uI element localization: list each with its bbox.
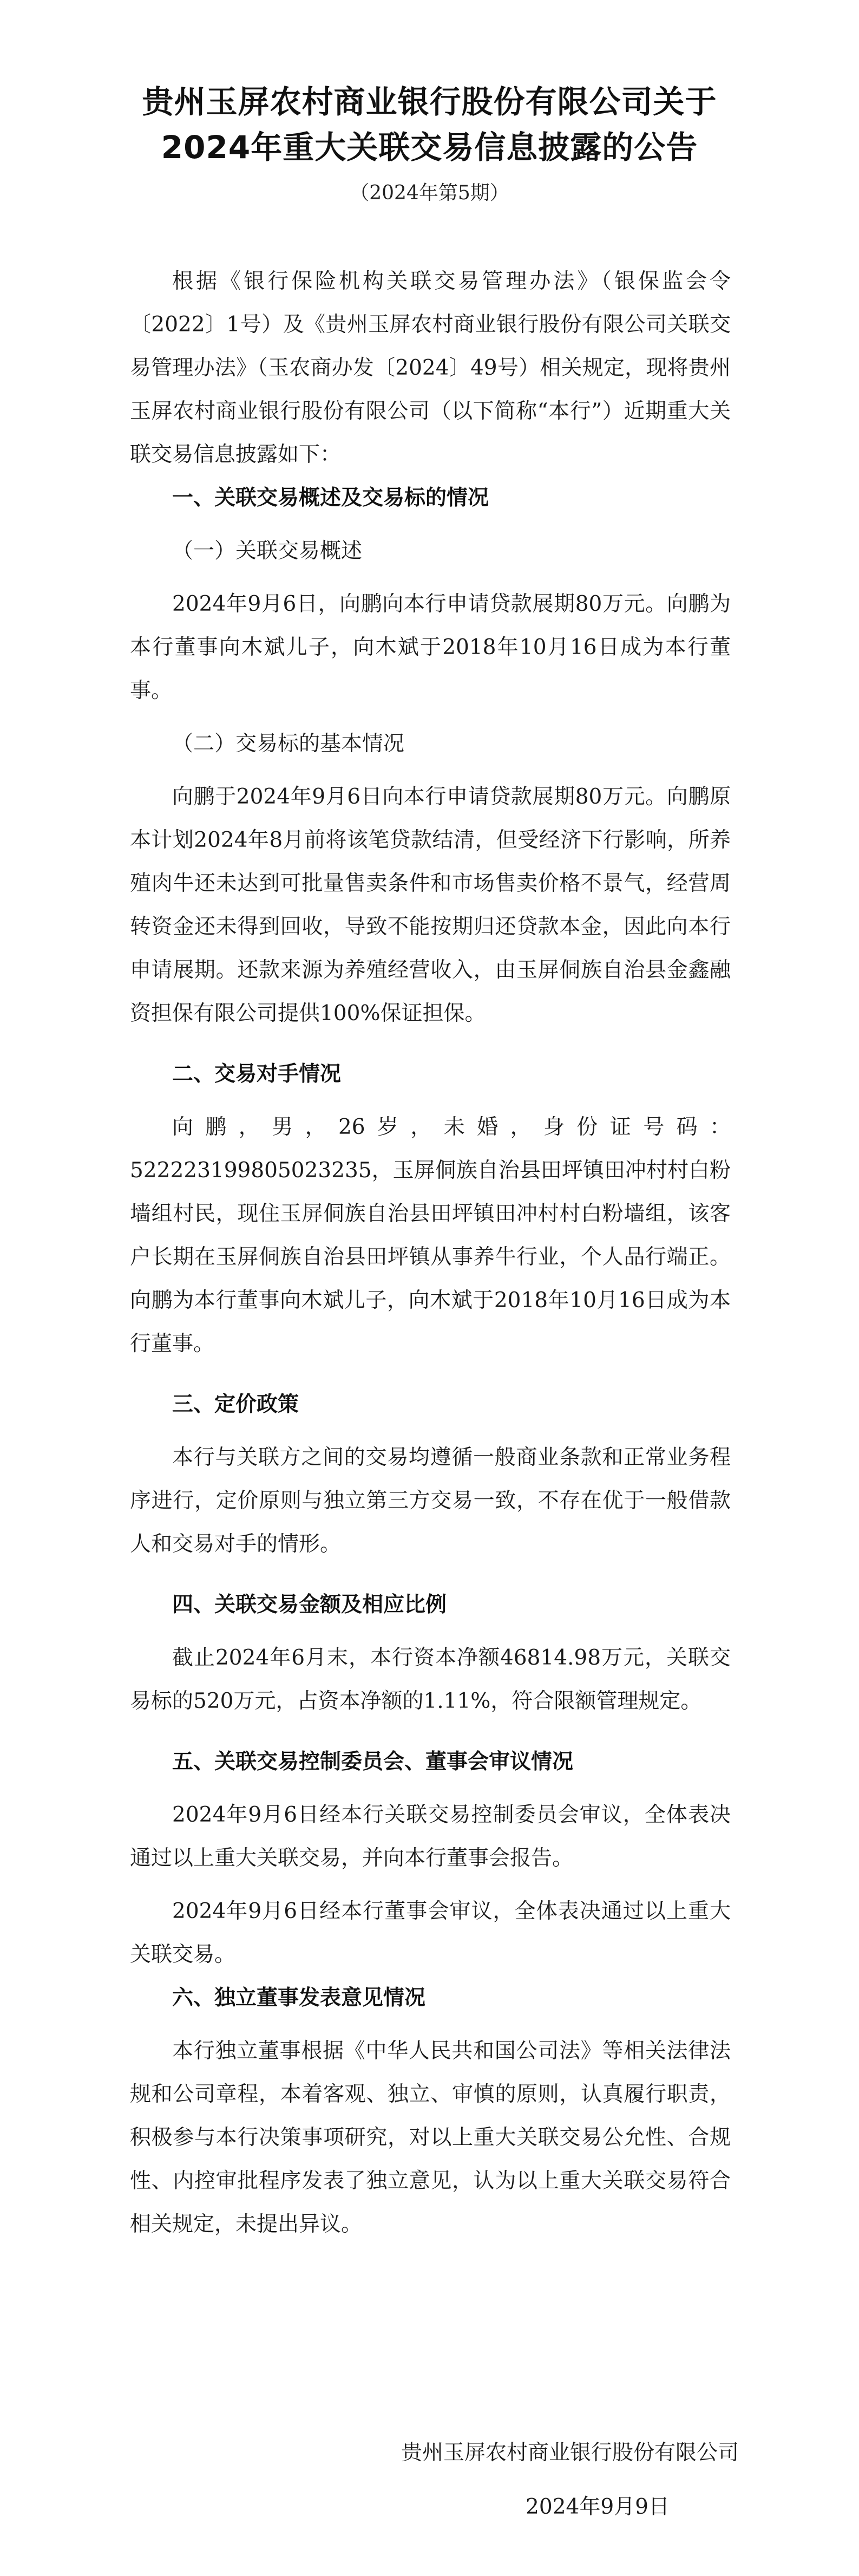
section-2-paragraph: 向鹏，男，26岁，未婚，身份证号码：522223199805023235，玉屏侗族自治县田坪镇田冲村村白粉墙组村民，现住玉屏侗族自治县田坪镇田冲村村白粉墙组，该客户长期在玉屏侗族自治县田坪镇从事养牛行业，个人品行端正。向鹏为本行董事向木斌儿子，向木斌于2018年10月16日成为本行董事。 — [130, 1115, 731, 1356]
section-5-paragraph-2: 2024年9月6日经本行董事会审议，全体表决通过以上重大关联交易。 — [130, 1899, 731, 1967]
section-4-paragraph: 截止2024年6月末，本行资本净额46814.98万元，关联交易标的520万元，占资本净额的1.11%，符合限额管理规定。 — [130, 1646, 731, 1713]
section-heading-1: 一、关联交易概述及交易标的情况 — [172, 486, 489, 510]
section-heading-4: 四、关联交易金额及相应比例 — [172, 1593, 447, 1617]
issue-number: （2024年第5期） — [350, 182, 509, 204]
signature-date: 2024年9月9日 — [526, 2495, 670, 2519]
section-1-1-paragraph: 2024年9月6日，向鹏向本行申请贷款展期80万元。向鹏为本行董事向木斌儿子，向木斌于2018年10月16日成为本行董事。 — [130, 592, 731, 703]
signature-organization: 贵州玉屏农村商业银行股份有限公司 — [401, 2441, 739, 2465]
document-body — [130, 260, 731, 2246]
section-heading-3: 三、定价政策 — [172, 1392, 299, 1417]
document-title-line1: 贵州玉屏农村商业银行股份有限公司关于 — [142, 83, 717, 120]
section-1-2-paragraph: 向鹏于2024年9月6日向本行申请贷款展期80万元。向鹏原本计划2024年8月前将该笔贷款结清，但受经济下行影响，所养殖肉牛还未达到可批量售卖条件和市场售卖价格不景气，经营周转资金还未得到回收，导致不能按期归还贷款本金，因此向本行申请展期。还款来源为养殖经营收入，由玉屏侗族自治县金鑫融资担保有限公司提供100%保证担保。 — [130, 785, 731, 1026]
section-6-paragraph: 本行独立董事根据《中华人民共和国公司法》等相关法律法规和公司章程，本着客观、独立、审慎的原则，认真履行职责，积极参与本行决策事项研究，对以上重大关联交易公允性、合规性、内控审批程序发表了独立意见，认为以上重大关联交易符合相关规定，未提出异议。 — [130, 2039, 731, 2236]
subsection-heading-1-2: （二）交易标的基本情况 — [172, 732, 405, 756]
section-heading-2: 二、交易对手情况 — [172, 1062, 342, 1086]
section-heading-6: 六、独立董事发表意见情况 — [172, 1986, 426, 2010]
intro-paragraph: 根据《银行保险机构关联交易管理办法》（银保监会令〔2022〕1号）及《贵州玉屏农村商业银行股份有限公司关联交易管理办法》（玉农商办发〔2024〕49号）相关规定，现将贵州玉屏农村商业银行股份有限公司（以下简称“本行”）近期重大关联交易信息披露如下： — [130, 269, 731, 467]
document-title-line2: 2024年重大关联交易信息披露的公告 — [161, 129, 698, 166]
subsection-heading-1-1: （一）关联交易概述 — [172, 539, 363, 563]
section-5-paragraph-1: 2024年9月6日经本行关联交易控制委员会审议，全体表决通过以上重大关联交易，并向本行董事会报告。 — [130, 1803, 731, 1870]
section-heading-5: 五、关联交易控制委员会、董事会审议情况 — [172, 1750, 574, 1774]
section-3-paragraph: 本行与关联方之间的交易均遵循一般商业条款和正常业务程序进行，定价原则与独立第三方交易一致，不存在优于一般借款人和交易对手的情形。 — [130, 1445, 731, 1556]
